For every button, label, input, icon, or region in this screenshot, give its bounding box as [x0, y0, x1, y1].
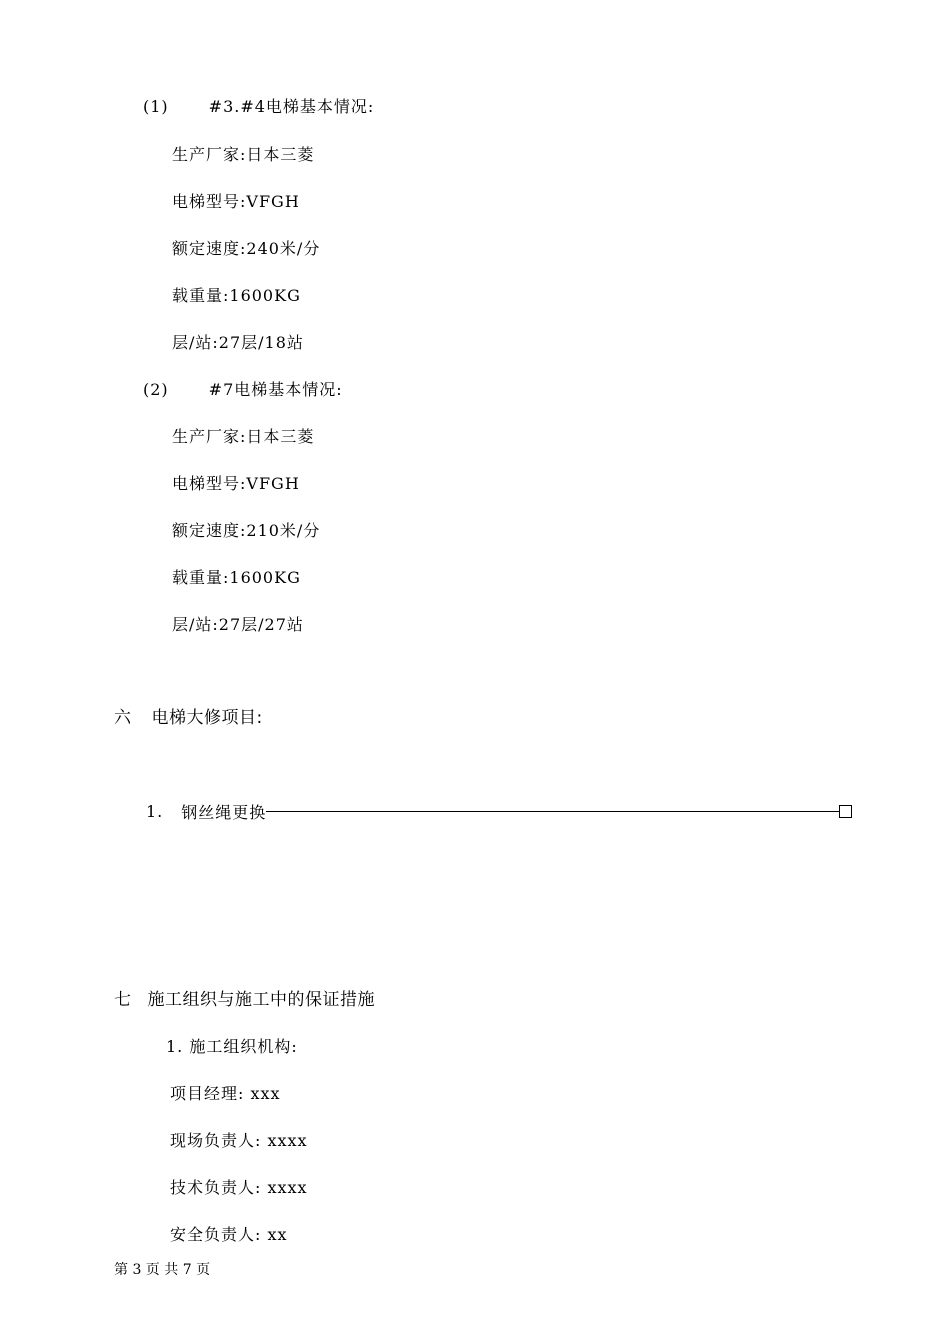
safety-lead: 安全负责人: xx: [170, 1225, 288, 1244]
section-7-title: 施工组织与施工中的保证措施: [147, 990, 375, 1010]
page-box-placeholder: [839, 805, 852, 818]
item-1-load: 载重量:1600KG: [172, 286, 301, 305]
tech-lead: 技术负责人: xxxx: [170, 1178, 308, 1197]
repair-item-label: 钢丝绳更换: [181, 802, 267, 822]
section-6-title: 电梯大修项目:: [151, 708, 263, 728]
item-1-speed: 额定速度:240米/分: [172, 239, 321, 258]
item-2-load: 载重量:1600KG: [172, 568, 301, 587]
item-1-heading: [143, 97, 374, 117]
site-lead: 现场负责人: xxxx: [170, 1131, 308, 1150]
org-structure-subheading: 1. 施工组织机构:: [166, 1037, 298, 1056]
page-footer: 第 3 页 共 7 页: [114, 1262, 211, 1278]
item-1-manufacturer: 生产厂家:日本三菱: [172, 145, 315, 164]
item-1-floors: 层/站:27层/18站: [172, 333, 304, 352]
section-7-heading: [114, 990, 375, 1010]
repair-item-row: [146, 800, 852, 822]
section-6-number: 六: [114, 708, 132, 728]
item-2-number: (2): [143, 380, 169, 399]
section-7-number: 七: [114, 990, 132, 1010]
item-2-manufacturer: 生产厂家:日本三菱: [172, 427, 315, 446]
item-1-title: #3.#4电梯基本情况:: [208, 97, 375, 116]
item-2-model: 电梯型号:VFGH: [172, 474, 300, 493]
project-manager: 项目经理: xxx: [170, 1084, 281, 1103]
section-6-heading: [114, 708, 263, 728]
item-2-speed: 额定速度:210米/分: [172, 521, 321, 540]
item-1-model: 电梯型号:VFGH: [172, 192, 300, 211]
item-2-heading: [143, 380, 343, 400]
item-2-title: #7电梯基本情况:: [208, 380, 343, 399]
repair-item-number: 1.: [146, 801, 164, 821]
item-1-number: (1): [143, 97, 169, 116]
leader-line: [266, 811, 839, 812]
item-2-floors: 层/站:27层/27站: [172, 615, 304, 634]
